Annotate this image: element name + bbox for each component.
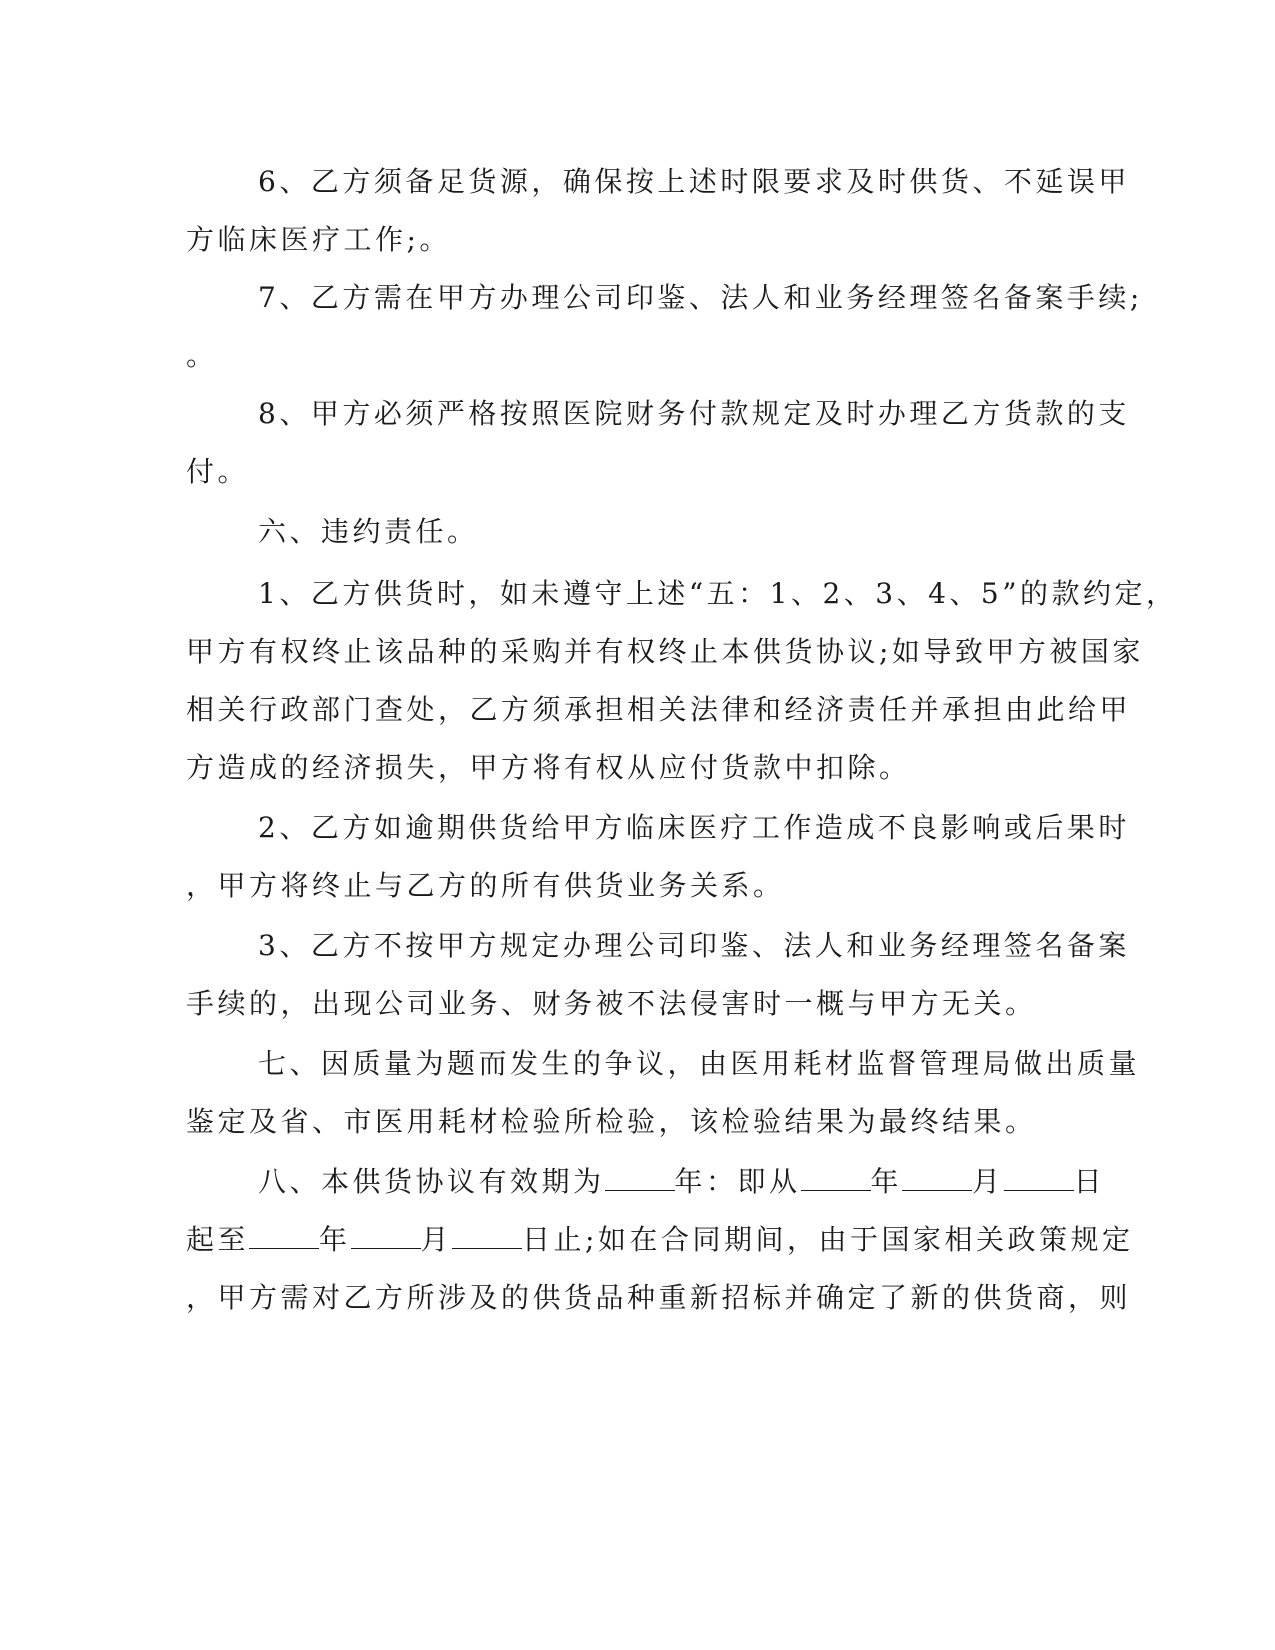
paragraph-8-line-1: 8、甲方必须严格按照医院财务付款规定及时办理乙方货款的支 xyxy=(258,397,1130,430)
section-8-line-2 xyxy=(186,1222,1133,1258)
end-day-blank[interactable] xyxy=(452,1222,522,1249)
start-day-blank[interactable] xyxy=(1004,1164,1074,1191)
section-8-line-3: ，甲方需对乙方所涉及的供货品种重新招标并确定了新的供货商，则 xyxy=(186,1281,1132,1314)
section-8-text-8: 月 xyxy=(420,1223,453,1256)
end-year-blank[interactable] xyxy=(249,1222,319,1249)
section-8-text-9: 日止;如在合同期间，由于国家相关政策规定 xyxy=(522,1223,1134,1256)
clause-3-line-2: 手续的，出现公司业务、财务被不法侵害时一概与甲方无关。 xyxy=(186,987,1037,1020)
paragraph-7-line-2: 。 xyxy=(186,339,218,372)
section-8-text-5: 日 xyxy=(1073,1165,1106,1198)
paragraph-6-line-2: 方临床医疗工作;。 xyxy=(186,223,451,256)
section-8-text-3: 年 xyxy=(870,1165,903,1198)
section-7-line-1: 七、因质量为题而发生的争议，由医用耗材监督管理局做出质量 xyxy=(258,1047,1141,1080)
term-years-blank[interactable] xyxy=(605,1164,675,1191)
paragraph-6-line-1: 6、乙方须备足货源，确保按上述时限要求及时供货、不延误甲 xyxy=(258,165,1130,198)
start-year-blank[interactable] xyxy=(801,1164,871,1191)
section-8-text-1: 八、本供货协议有效期为 xyxy=(258,1165,605,1198)
section-7-line-2: 鉴定及省、市医用耗材检验所检验，该检验结果为最终结果。 xyxy=(186,1105,1037,1138)
clause-2-line-2: ，甲方将终止与乙方的所有供货业务关系。 xyxy=(186,869,785,902)
clause-1-line-1: 1、乙方供货时，如未遵守上述“五：1、2、3、4、5”的款约定， xyxy=(258,577,1178,610)
section-8-text-2: 年：即从 xyxy=(674,1165,801,1198)
section-8-line-1 xyxy=(258,1164,1105,1200)
start-month-blank[interactable] xyxy=(902,1164,972,1191)
section-8-text-4: 月 xyxy=(972,1165,1004,1198)
paragraph-7-line-1: 7、乙方需在甲方办理公司印鉴、法人和业务经理签名备案手续; xyxy=(258,281,1143,314)
clause-1-line-2: 甲方有权终止该品种的采购并有权终止本供货协议;如导致甲方被国家 xyxy=(186,635,1144,668)
section-8-text-7: 年 xyxy=(319,1223,351,1256)
clause-1-line-3: 相关行政部门查处，乙方须承担相关法律和经济责任并承担由此给甲 xyxy=(186,693,1132,726)
clause-3-line-1: 3、乙方不按甲方规定办理公司印鉴、法人和业务经理签名备案 xyxy=(258,929,1130,962)
end-month-blank[interactable] xyxy=(351,1222,421,1249)
paragraph-8-line-2: 付。 xyxy=(186,455,250,488)
clause-2-line-1: 2、乙方如逾期供货给甲方临床医疗工作造成不良影响或后果时 xyxy=(258,811,1130,844)
section-6-heading: 六、违约责任。 xyxy=(258,515,479,548)
section-8-text-6: 起至 xyxy=(186,1223,250,1256)
clause-1-line-4: 方造成的经济损失，甲方将有权从应付货款中扣除。 xyxy=(186,751,911,784)
